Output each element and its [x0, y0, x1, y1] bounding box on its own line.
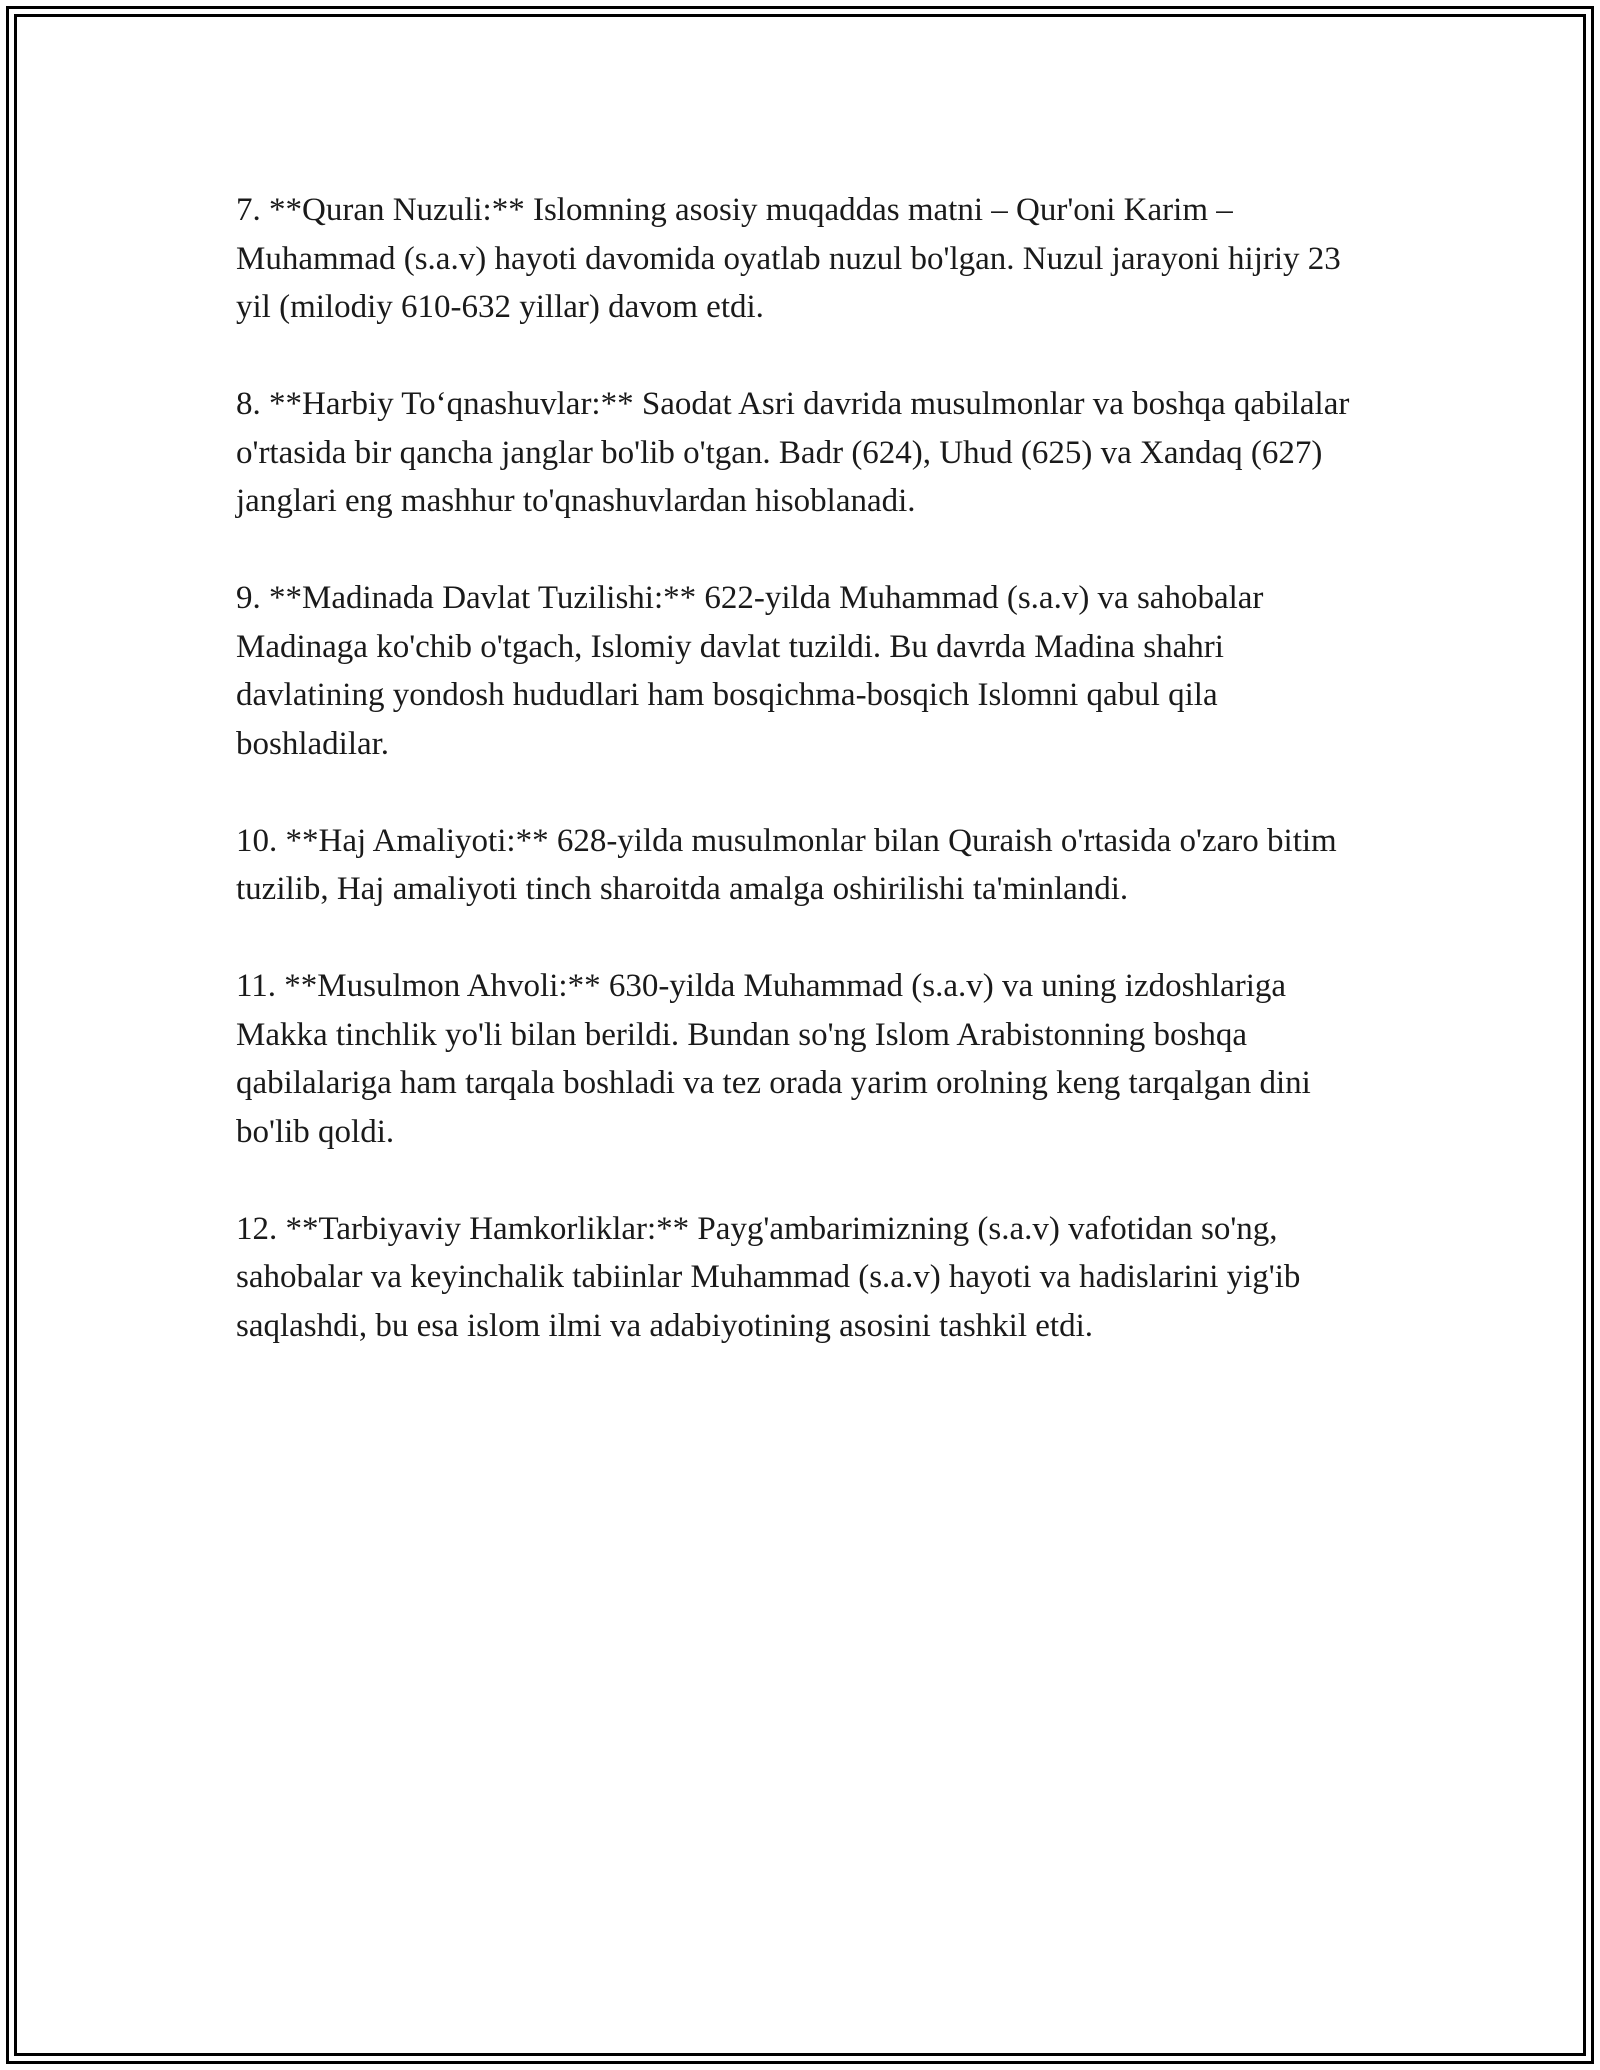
document-body	[236, 186, 1356, 1399]
paragraph-11: 11. **Musulmon Ahvoli:** 630-yilda Muhammad (s.a.v) va uning izdoshlariga Makka tinchlik yo'li bilan berildi. Bundan so'ng Islom Arabistonning boshqa qabilalariga ham tarqala boshladi va tez orada yarim orolning keng tarqalgan dini bo'lib qoldi.	[236, 968, 1311, 1150]
paragraph-12: 12. **Tarbiyaviy Hamkorliklar:** Payg'ambarimizning (s.a.v) vafotidan so'ng, sahobalar va keyinchalik tabiinlar Muhammad (s.a.v) hayoti va hadislarini yig'ib saqlashdi, bu esa islom ilmi va adabiyotining asosini tashkil etdi.	[236, 1210, 1301, 1344]
paragraph-10: 10. **Haj Amaliyoti:** 628-yilda musulmonlar bilan Quraish o'rtasida o'zaro bitim tuzilib, Haj amaliyoti tinch sharoitda amalga oshirilishi ta'minlandi.	[236, 822, 1337, 907]
paragraph-9: 9. **Madinada Davlat Tuzilishi:** 622-yilda Muhammad (s.a.v) va sahobalar Madinaga ko'chib o'tgach, Islomiy davlat tuzildi. Bu davrda Madina shahri davlatining yondosh hududlari ham bosqichma-bosqich Islomni qabul qila boshladilar.	[236, 580, 1264, 762]
paragraph-7: 7. **Quran Nuzuli:** Islomning asosiy muqaddas matni – Qur'oni Karim – Muhammad (s.a.v) hayoti davomida oyatlab nuzul bo'lgan. Nuzul jarayoni hijriy 23 yil (milodiy 610-632 yillar) davom etdi.	[236, 192, 1341, 325]
paragraph-8: 8. **Harbiy To‘qnashuvlar:** Saodat Asri davrida musulmonlar va boshqa qabilalar o'rtasida bir qancha janglar bo'lib o'tgan. Badr (624), Uhud (625) va Xandaq (627) janglari eng mashhur to'qnashuvlardan hisoblanadi.	[236, 386, 1350, 519]
